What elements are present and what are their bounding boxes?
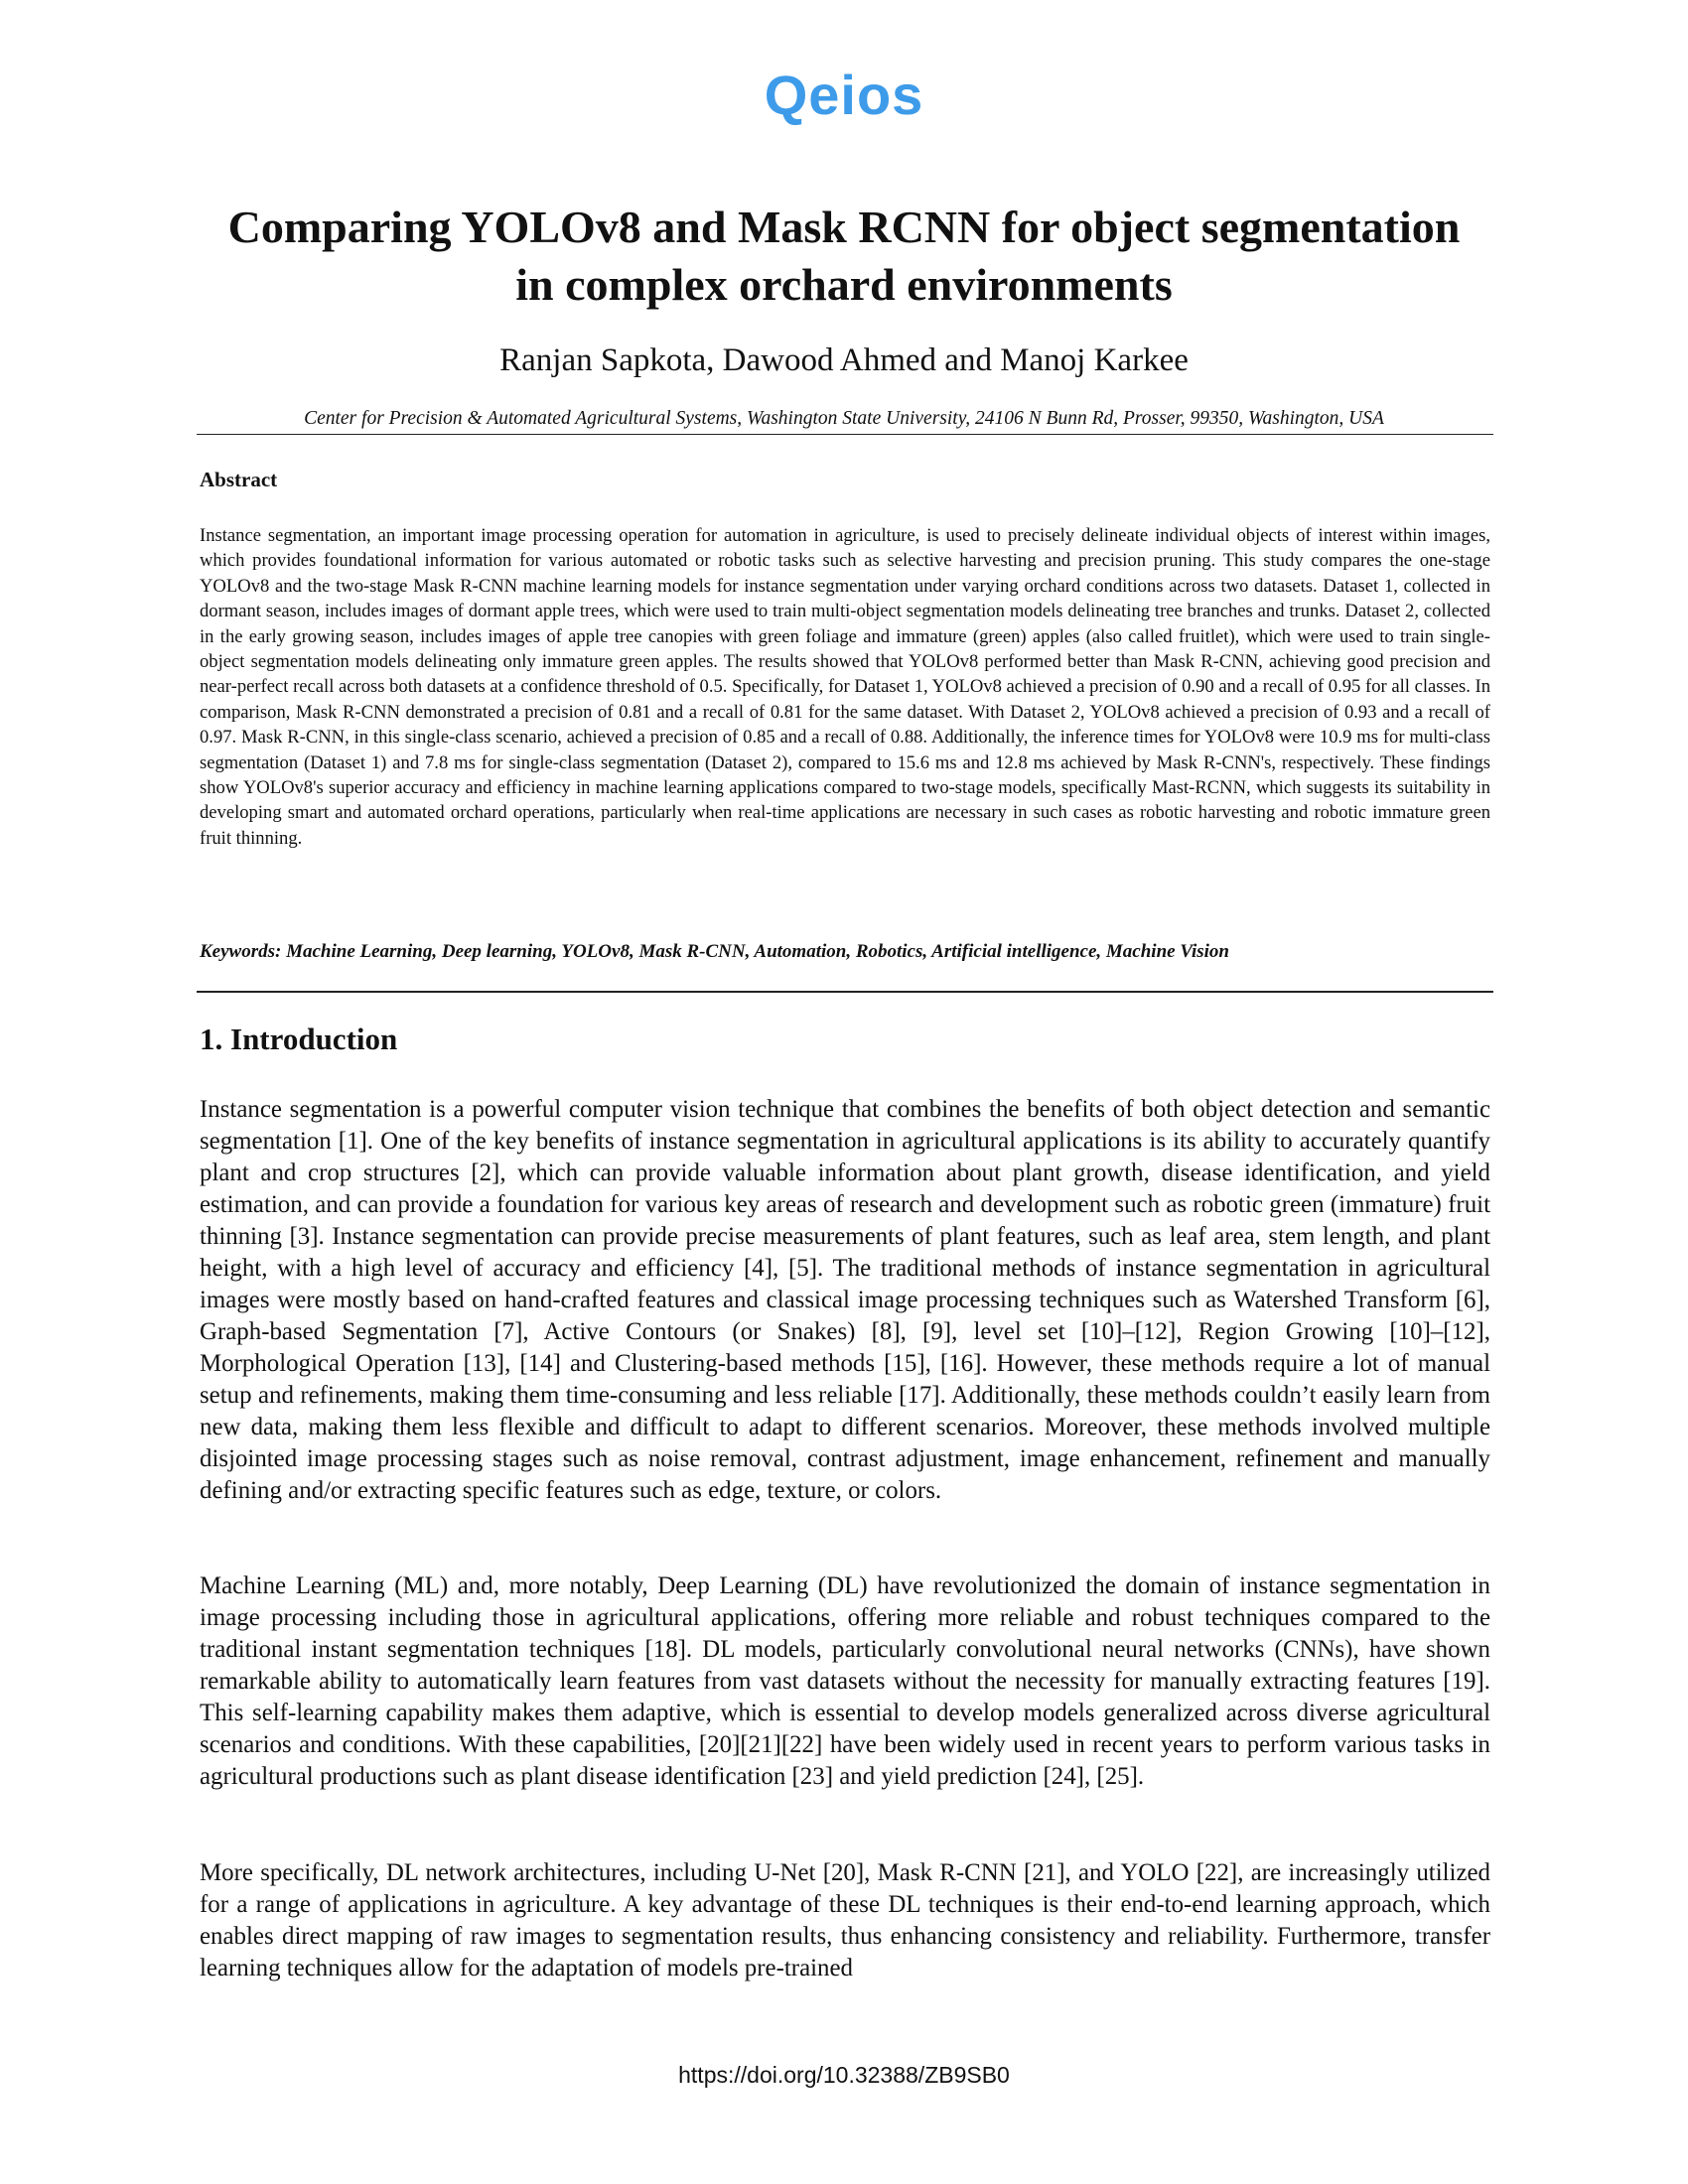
introduction-paragraph-1: Instance segmentation is a powerful computer vision technique that combines the benefits of both object detection and semantic segmentation [1]. One of the key benefits of instance segmentation in agricultural applications is its ability to accurately quantify plant and crop structures [2], which can provide valuable information about plant growth, disease identification, and yield estimation, and can provide a foundation for various key areas of research and development such as robotic green (immature) fruit thinning [3]. Instance segmentation can provide precise measurements of plant features, such as leaf area, stem length, and plant height, with a high level of accuracy and efficiency [4], [5]. The traditional methods of instance segmentation in agricultural images were mostly based on hand-crafted features and classical image processing techniques such as Watershed Transform [6], Graph-based Segmentation [7], Active Contours (or Snakes) [8], [9], level set [10]–[12], Region Growing [10]–[12], Morphological Operation [13], [14] and Clustering-based methods [15], [16]. However, these methods require a lot of manual setup and refinements, making them time-consuming and less reliable [17]. Additionally, these methods couldn’t easily learn from new data, making them less flexible and difficult to adapt to different scenarios. Moreover, these methods involved multiple disjointed image processing stages such as noise removal, contrast adjustment, image enhancement, refinement and manually defining and/or extracting specific features such as edge, texture, or colors. [200, 1096, 1490, 1504]
paper-title-line-1: Comparing YOLOv8 and Mask RCNN for object segmentation [227, 202, 1461, 252]
header-divider [197, 434, 1493, 435]
abstract-body: Instance segmentation, an important image processing operation for automation in agriculture, is used to precisely delineate individual objects of interest within images, which provides foundational information for various automated or robotic tasks such as selective harvesting and precision pruning. This study compares the one-stage YOLOv8 and the two-stage Mask R-CNN machine learning models for instance segmentation under varying orchard conditions across two datasets. Dataset 1, collected in dormant season, includes images of dormant apple trees, which were used to train multi-object segmentation models delineating tree branches and trunks. Dataset 2, collected in the early growing season, includes images of apple tree canopies with green foliage and immature (green) apples (also called fruitlet), which were used to train single-object segmentation models delineating only immature green apples. The results showed that YOLOv8 performed better than Mask R-CNN, achieving good precision and near-perfect recall across both datasets at a confidence threshold of 0.5. Specifically, for Dataset 1, YOLOv8 achieved a precision of 0.90 and a recall of 0.95 for all classes. In comparison, Mask R-CNN demonstrated a precision of 0.81 and a recall of 0.81 for the same dataset. With Dataset 2, YOLOv8 achieved a precision of 0.93 and a recall of 0.97. Mask R-CNN, in this single-class scenario, achieved a precision of 0.85 and a recall of 0.88. Additionally, the inference times for YOLOv8 were 10.9 ms for multi-class segmentation (Dataset 1) and 7.8 ms for single-class segmentation (Dataset 2), compared to 15.6 ms and 12.8 ms achieved by Mask R-CNN's, respectively. These findings show YOLOv8's superior accuracy and efficiency in machine learning applications compared to two-stage models, specifically Mast-RCNN, which suggests its suitability in developing smart and automated orchard operations, particularly when real-time applications are necessary in such cases as robotic harvesting and robotic immature green fruit thinning. [200, 525, 1490, 849]
publisher-logo: Qeios [764, 64, 924, 126]
paper-title-line-2: in complex orchard environments [515, 259, 1173, 310]
author-list: Ranjan Sapkota, Dawood Ahmed and Manoj Karkee [499, 342, 1189, 378]
introduction-paragraph-3: More specifically, DL network architectures, including U-Net [20], Mask R-CNN [21], and YOLO [22], are increasingly utilized for a range of applications in agriculture. A key advantage of these DL techniques is their end-to-end learning approach, which enables direct mapping of raw images to segmentation results, thus enhancing consistency and reliability. Furthermore, transfer learning techniques allow for the adaptation of models pre-trained [200, 1859, 1490, 1981]
keywords: Keywords: Machine Learning, Deep learning, YOLOv8, Mask R-CNN, Automation, Robotics, Artificial intelligence, Machine Vision [200, 941, 1229, 962]
affiliation: Center for Precision & Automated Agricultural Systems, Washington State University, 24106 N Bunn Rd, Prosser, 99350, Washington, USA [304, 408, 1384, 429]
section-heading-introduction: 1. Introduction [200, 1022, 398, 1056]
introduction-paragraph-2: Machine Learning (ML) and, more notably, Deep Learning (DL) have revolutionized the domain of instance segmentation in image processing including those in agricultural applications, offering more reliable and robust techniques compared to the traditional instant segmentation techniques [18]. DL models, particularly convolutional neural networks (CNNs), have shown remarkable ability to automatically learn features from vast datasets without the necessity for manually extracting features [19]. This self-learning capability makes them adaptive, which is essential to develop models generalized across diverse agricultural scenarios and conditions. With these capabilities, [20][21][22] have been widely used in recent years to perform various tasks in agricultural productions such as plant disease identification [23] and yield prediction [24], [25]. [200, 1572, 1490, 1790]
paper-title [149, 199, 1539, 314]
abstract-divider [197, 991, 1493, 993]
doi-link[interactable]: https://doi.org/10.32388/ZB9SB0 [678, 2062, 1010, 2088]
abstract-heading: Abstract [200, 468, 278, 491]
